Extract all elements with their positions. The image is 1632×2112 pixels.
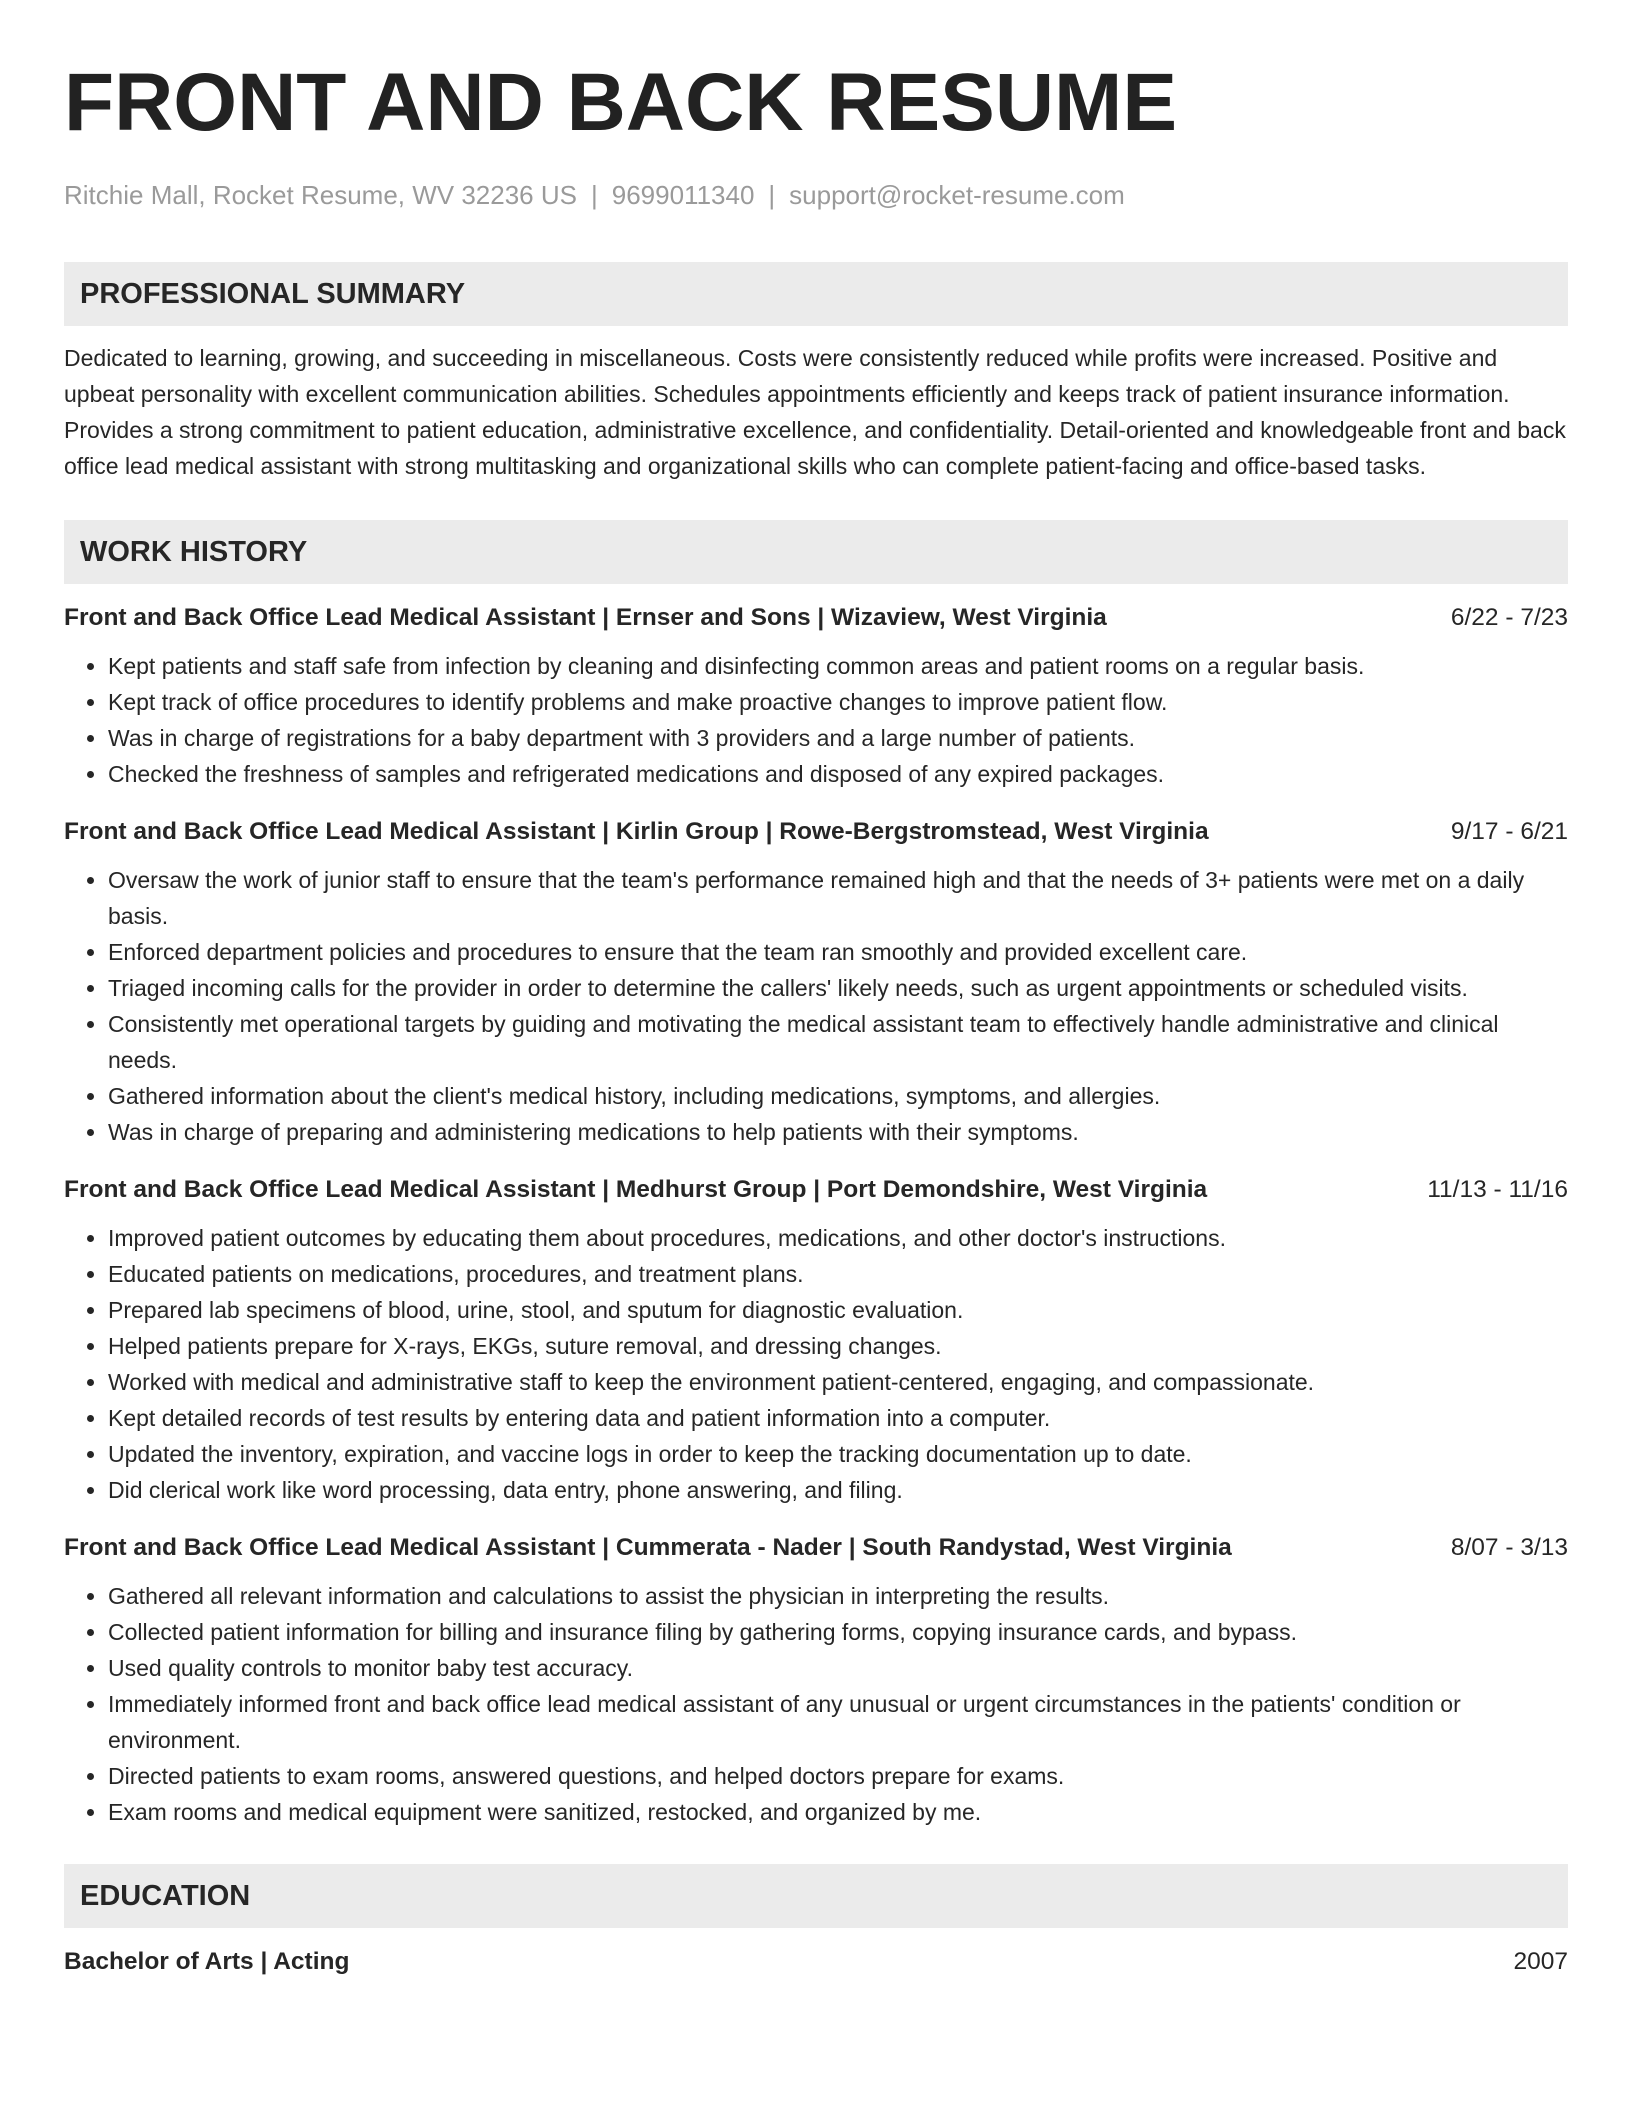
job-dates: 6/22 - 7/23 [1450,604,1568,631]
job-title: Front and Back Office Lead Medical Assistant | Cummerata - Nader | South Randystad, West Virginia [64,1534,1232,1561]
section-header-summary: PROFESSIONAL SUMMARY [64,262,1568,326]
education-degree: Bachelor of Arts | Acting [64,1948,350,1975]
job-bullet: • Improved patient outcomes by educating them about procedures, medications, and other doctor's instructions. [108,1220,1568,1256]
job-bullet: • Kept detailed records of test results by entering data and patient information into a computer. [108,1400,1568,1436]
job-header [64,814,1568,850]
job-bullet: • Gathered information about the client's medical history, including medications, symptoms, and allergies. [108,1078,1568,1114]
job-bullet: • Prepared lab specimens of blood, urine, stool, and sputum for diagnostic evaluation. [108,1292,1568,1328]
job-bullet: • Did clerical work like word processing, data entry, phone answering, and filing. [108,1472,1568,1508]
job-bullet: • Consistently met operational targets by guiding and motivating the medical assistant team to effectively handle administrative and clinical needs. [108,1006,1568,1078]
job-header [64,600,1568,636]
resume-name: FRONT AND BACK RESUME [64,57,1178,148]
contact-separator: | [768,180,776,210]
job-entry [64,1530,1568,1830]
job-dates: 9/17 - 6/21 [1450,818,1568,845]
job-bullet: • Enforced department policies and procedures to ensure that the team ran smoothly and provided excellent care. [108,934,1568,970]
job-dates: 8/07 - 3/13 [1450,1534,1568,1561]
job-bullets [64,1220,1568,1508]
job-bullet: • Was in charge of preparing and administering medications to help patients with their symptoms. [108,1114,1568,1150]
job-bullet: • Collected patient information for billing and insurance filing by gathering forms, copying insurance cards, and bypass. [108,1614,1568,1650]
job-bullet: • Worked with medical and administrative staff to keep the environment patient-centered, engaging, and compassionate. [108,1364,1568,1400]
job-bullet: • Kept track of office procedures to identify problems and make proactive changes to improve patient flow. [108,684,1568,720]
job-bullet: • Educated patients on medications, procedures, and treatment plans. [108,1256,1568,1292]
job-entry [64,814,1568,1150]
job-bullet: • Helped patients prepare for X-rays, EKGs, suture removal, and dressing changes. [108,1328,1568,1364]
job-bullet: • Directed patients to exam rooms, answered questions, and helped doctors prepare for exams. [108,1758,1568,1794]
professional-summary-text: Dedicated to learning, growing, and succeeding in miscellaneous. Costs were consistently reduced while profits were increased. Positive and upbeat personality with excellent communication abilities. Schedules appointments efficiently and keeps track of patient insurance information. Provides a strong commitment to patient education, administrative excellence, and confidentiality. Detail-oriented and knowledgeable front and back office lead medical assistant with strong multitasking and organizational skills who can complete patient-facing and office-based tasks. [64,345,1566,479]
job-bullet: • Used quality controls to monitor baby test accuracy. [108,1650,1568,1686]
job-title: Front and Back Office Lead Medical Assistant | Ernser and Sons | Wizaview, West Virginia [64,604,1107,631]
job-bullet: • Triaged incoming calls for the provider in order to determine the callers' likely needs, such as urgent appointments or scheduled visits. [108,970,1568,1006]
job-bullets [64,1578,1568,1830]
job-bullet: • Oversaw the work of junior staff to ensure that the team's performance remained high and that the needs of 3+ patients were met on a daily basis. [108,862,1568,934]
section-header-work-history: WORK HISTORY [64,520,1568,584]
job-entry [64,1172,1568,1508]
job-title: Front and Back Office Lead Medical Assistant | Medhurst Group | Port Demondshire, West Virginia [64,1176,1208,1203]
contact-email: support@rocket-resume.com [789,180,1125,210]
job-bullet: • Checked the freshness of samples and refrigerated medications and disposed of any expired packages. [108,756,1568,792]
education-year: 2007 [1513,1948,1568,1975]
contact-address: Ritchie Mall, Rocket Resume, WV 32236 US [64,180,577,210]
job-bullet: • Updated the inventory, expiration, and vaccine logs in order to keep the tracking documentation up to date. [108,1436,1568,1472]
job-bullet: • Gathered all relevant information and calculations to assist the physician in interpreting the results. [108,1578,1568,1614]
job-bullets [64,648,1568,792]
work-history-list [64,600,1568,1830]
job-title: Front and Back Office Lead Medical Assistant | Kirlin Group | Rowe-Bergstromstead, West Virginia [64,818,1209,845]
job-bullet: • Was in charge of registrations for a baby department with 3 providers and a large number of patients. [108,720,1568,756]
contact-phone: 9699011340 [611,180,755,210]
job-dates: 11/13 - 11/16 [1427,1176,1568,1203]
education-entry [64,1944,1568,1980]
job-header [64,1172,1568,1208]
job-bullet: • Exam rooms and medical equipment were sanitized, restocked, and organized by me. [108,1794,1568,1830]
section-header-education: EDUCATION [64,1864,1568,1928]
job-bullet: • Kept patients and staff safe from infection by cleaning and disinfecting common areas and patient rooms on a regular basis. [108,648,1568,684]
job-header [64,1530,1568,1566]
job-bullets [64,862,1568,1150]
job-entry [64,600,1568,792]
job-bullet: • Immediately informed front and back office lead medical assistant of any unusual or urgent circumstances in the patients' condition or environment. [108,1686,1568,1758]
contact-line [64,178,1568,212]
contact-separator: | [590,180,598,210]
